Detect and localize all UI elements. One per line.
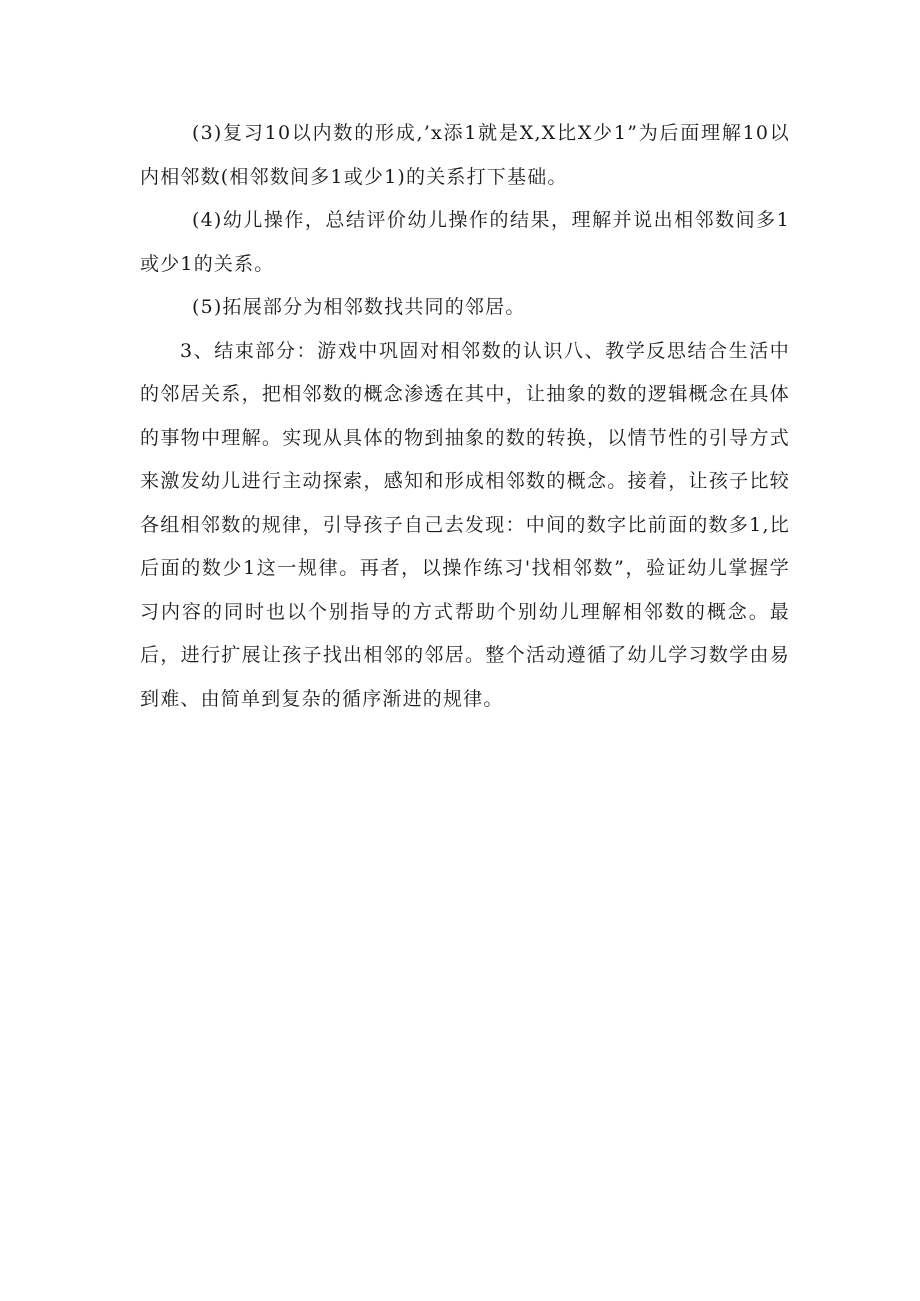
- paragraph-step-5: (5)拓展部分为相邻数找共同的邻居。: [192, 296, 526, 318]
- paragraph-step-3: (3)复习10以内数的形成,’x添1就是X,X比X少1”为后面理解10以内相邻数(相邻数间多1或少1)的关系打下基础。: [140, 122, 790, 188]
- document-body: [140, 112, 790, 721]
- paragraph-step-4: (4)幼儿操作，总结评价幼儿操作的结果，理解并说出相邻数间多1或少1的关系。: [140, 209, 790, 275]
- paragraph-ending-reflection: 3、结束部分：游戏中巩固对相邻数的认识八、教学反思结合生活中的邻居关系，把相邻数的概念渗透在其中，让抽象的数的逻辑概念在具体的事物中理解。实现从具体的物到抽象的数的转换，以情节性的引导方式来激发幼儿进行主动探索，感知和形成相邻数的概念。接着，让孩子比较各组相邻数的规律，引导孩子自己去发现：中间的数字比前面的数多1,比后面的数少1这一规律。再者，以操作练习'找相邻数”，验证幼儿掌握学习内容的同时也以个别指导的方式帮助个别幼儿理解相邻数的概念。最后，进行扩展让孩子找出相邻的邻居。整个活动遵循了幼儿学习数学由易到难、由简单到复杂的循序渐进的规律。: [140, 339, 790, 710]
